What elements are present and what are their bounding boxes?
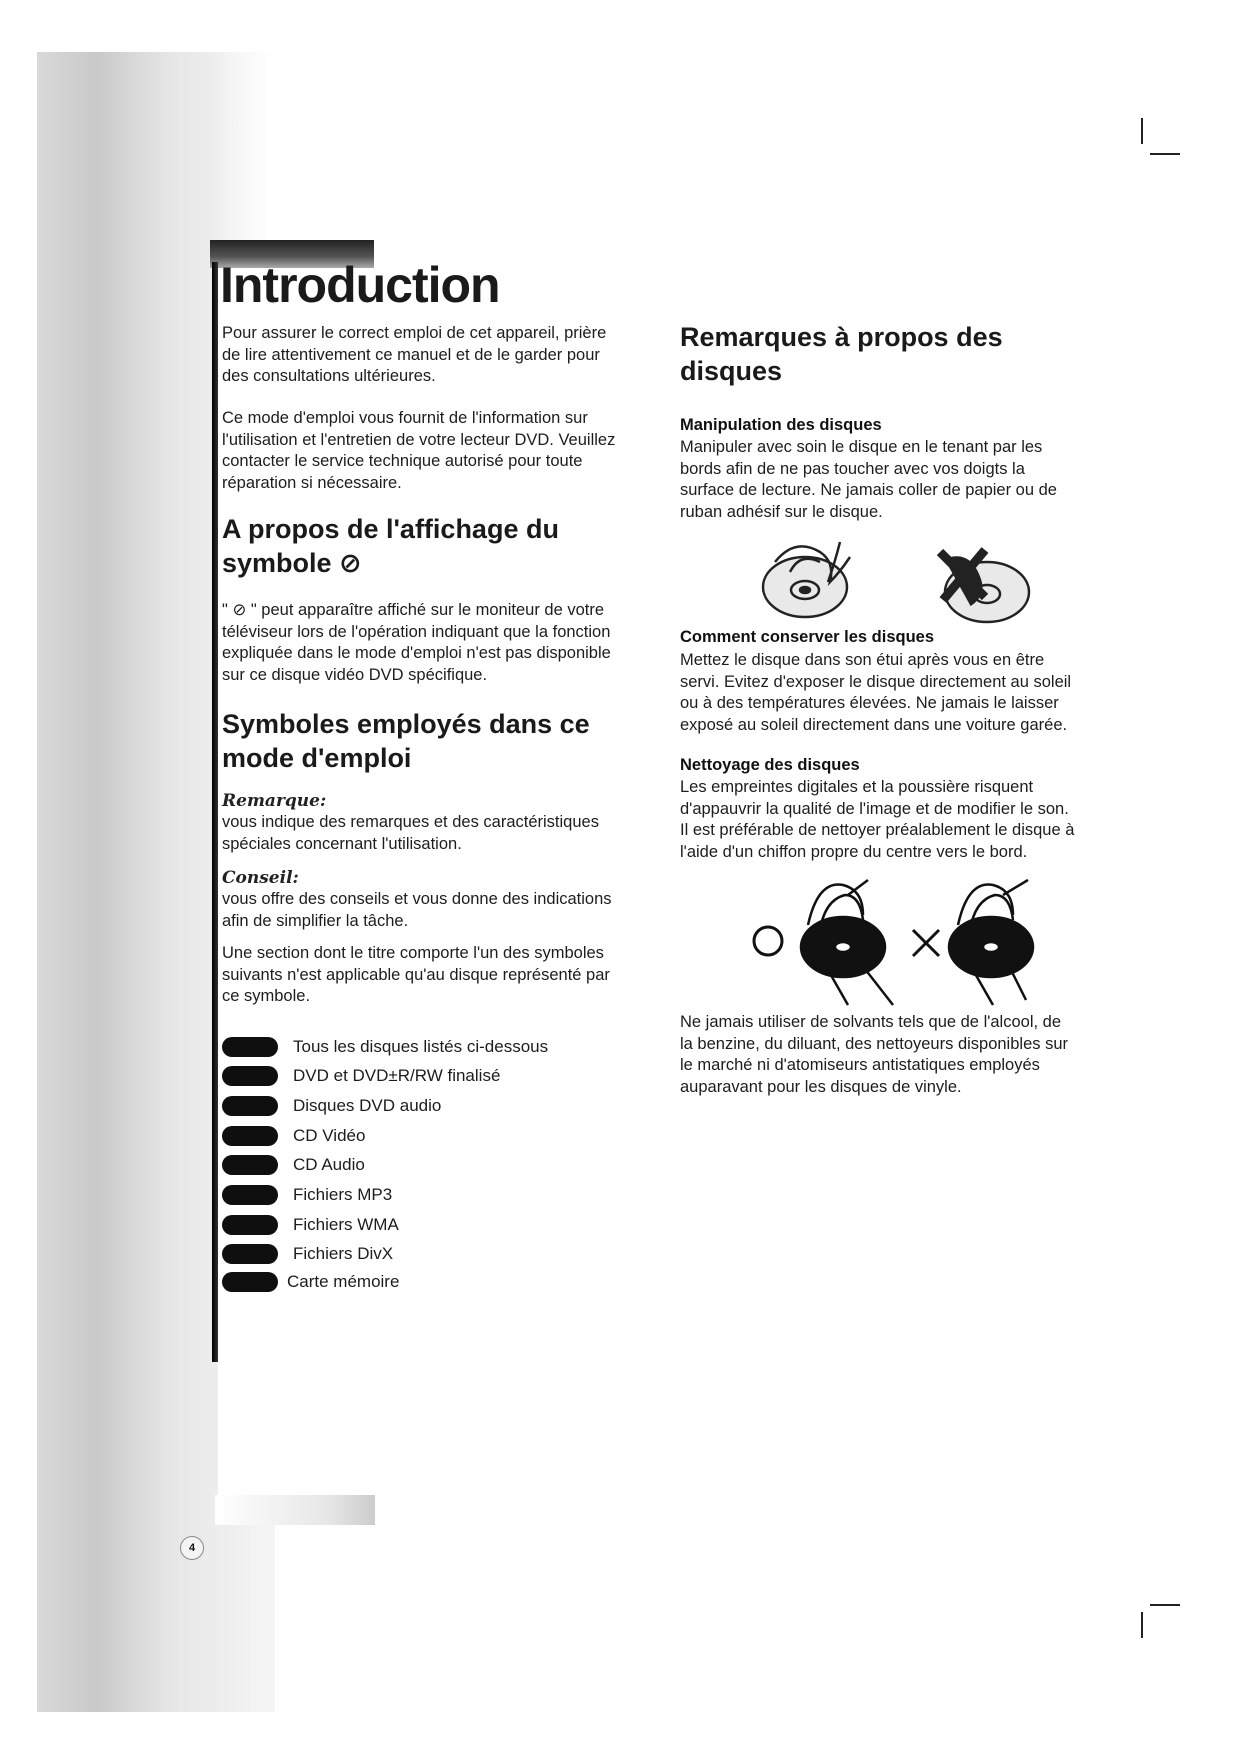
crop-mark-top-vertical	[1141, 118, 1143, 144]
disc-symbol-dvd-audio	[222, 1096, 278, 1116]
disc-type-label: CD Audio	[293, 1155, 365, 1174]
bottom-tab	[215, 1495, 375, 1525]
disc-symbol-divx	[222, 1244, 278, 1264]
disc-symbol-mp3	[222, 1185, 278, 1205]
disc-type-label: Carte mémoire	[287, 1272, 400, 1291]
cleaning-title: Nettoyage des disques	[680, 756, 860, 774]
cleaning-text: Les empreintes digitales et la poussière risquent d'appauvrir la qualité de l'image et de modifier le son. Il est préférable de nettoyer préalablement le disque à l'aide d'un chiffon propre du centre vers le bord.	[680, 778, 1075, 861]
crop-mark-bottom-horizontal	[1150, 1604, 1180, 1606]
page-number: 4	[180, 1536, 204, 1560]
disc-notes-heading: Remarques à propos des disques	[680, 322, 1003, 386]
disc-cleaning-illustration	[748, 875, 1038, 1010]
wrong-cleaning-disc	[949, 880, 1033, 1005]
intro-paragraph-1: Pour assurer le correct emploi de cet appareil, prière de lire attentivement ce manuel et de le garder pour des consultations ultérieures.	[222, 324, 607, 385]
correct-cleaning-mark	[754, 927, 782, 955]
disc-symbol-wma	[222, 1215, 278, 1235]
crop-mark-bottom-vertical	[1141, 1612, 1143, 1638]
symbol-section-body: " ⊘ " peut apparaître affiché sur le moniteur de votre téléviseur lors de l'opération indiquant que la fonction expliquée dans le mode d'emploi n'est pas disponible sur ce disque vidéo DVD spécifique.	[222, 601, 611, 684]
remarque-label: Remarque:	[222, 791, 327, 811]
solvent-warning-text: Ne jamais utiliser de solvants tels que de l'alcool, de la benzine, du diluant, des nettoyeurs disponibles sur le marché ni d'atomiseurs antistatiques employés auparavant pour les disques de vinyle.	[680, 1013, 1068, 1096]
disc-type-label: Fichiers DivX	[293, 1244, 394, 1263]
correct-cleaning-disc	[801, 880, 893, 1005]
side-band-fade	[210, 52, 275, 242]
conseil-label: Conseil:	[222, 868, 299, 888]
disc-symbol-cd-audio	[222, 1155, 278, 1175]
disc-handling-illustration	[755, 532, 1035, 632]
crop-mark-top-horizontal	[1150, 153, 1180, 155]
disc-type-label: CD Vidéo	[293, 1126, 366, 1145]
symbols-used-heading: Symboles employés dans ce mode d'emploi	[222, 709, 590, 773]
section-applicability-text: Une section dont le titre comporte l'un des symboles suivants n'est applicable qu'au disque représenté par ce symbole.	[222, 944, 610, 1005]
disc-symbol-memory-card	[222, 1272, 278, 1292]
disc-symbol-vcd	[222, 1126, 278, 1146]
handling-title: Manipulation des disques	[680, 416, 882, 434]
storage-title: Comment conserver les disques	[680, 628, 935, 646]
wrong-handling-disc	[940, 550, 1029, 622]
conseil-text: vous offre des conseils et vous donne des indications afin de simplifier la tâche.	[222, 890, 612, 930]
disc-symbol-all	[222, 1037, 278, 1057]
storage-text: Mettez le disque dans son étui après vous en être servi. Evitez d'exposer le disque directement au soleil ou à des températures élevées. Ne jamais le laisser exposé au soleil directement dans une voiture garée.	[680, 651, 1072, 734]
handling-text: Manipuler avec soin le disque en le tenant par les bords afin de ne pas toucher avec vos doigts la surface de lecture. Ne jamais coller de papier ou de ruban adhésif sur le disque.	[680, 438, 1057, 521]
disc-type-label: DVD et DVD±R/RW finalisé	[293, 1066, 501, 1085]
disc-type-label: Fichiers MP3	[293, 1185, 393, 1204]
disc-symbol-dvd	[222, 1066, 278, 1086]
disc-type-label: Disques DVD audio	[293, 1096, 442, 1115]
wrong-cleaning-mark	[913, 930, 939, 956]
disc-type-label: Fichiers WMA	[293, 1215, 399, 1234]
disc-type-label: Tous les disques listés ci-dessous	[293, 1037, 549, 1056]
symbol-section-heading: A propos de l'affichage du symbole ⊘	[222, 514, 559, 578]
correct-handling-disc	[763, 542, 850, 617]
vertical-rule	[212, 262, 218, 1362]
intro-paragraph-2: Ce mode d'emploi vous fournit de l'information sur l'utilisation et l'entretien de votre lecteur DVD. Veuillez contacter le service technique autorisé pour toute réparation si nécessaire.	[222, 409, 616, 492]
page-title: Introduction	[220, 257, 500, 313]
remarque-text: vous indique des remarques et des caractéristiques spéciales concernant l'utilisation.	[222, 813, 599, 853]
